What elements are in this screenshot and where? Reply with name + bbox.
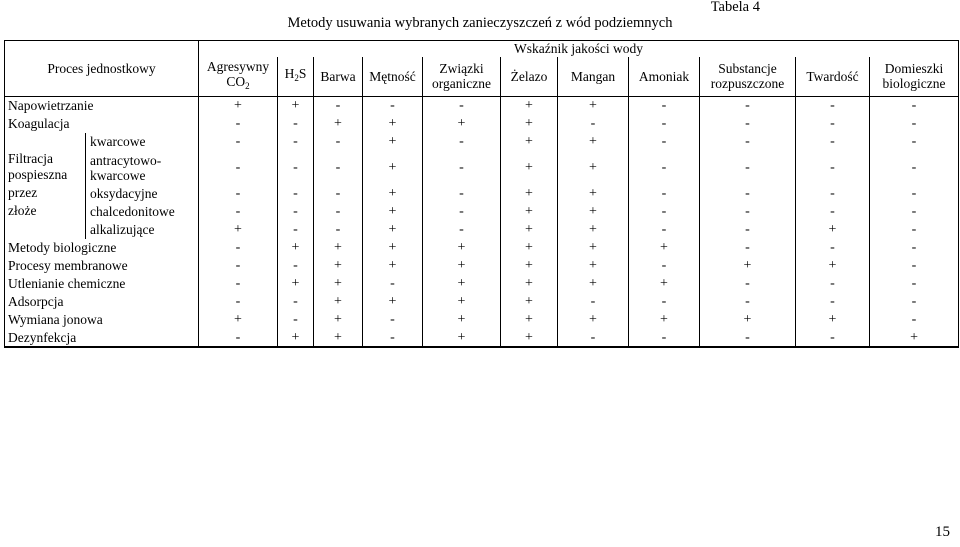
value-cell: - <box>870 311 959 329</box>
value-cell: + <box>501 329 558 347</box>
value-cell: - <box>870 275 959 293</box>
value-cell: - <box>278 203 314 221</box>
value-cell: + <box>700 257 796 275</box>
column-header: Mętność <box>363 57 423 97</box>
row-label: Metody biologiczne <box>5 239 199 257</box>
value-cell: + <box>278 329 314 347</box>
column-header: Barwa <box>314 57 363 97</box>
value-cell: + <box>558 257 629 275</box>
row-label: Utlenianie chemiczne <box>5 275 199 293</box>
value-cell: + <box>314 329 363 347</box>
value-cell: + <box>796 311 870 329</box>
value-cell: + <box>501 293 558 311</box>
filtration-group-label: Filtracja pospieszna przez złoże <box>5 133 86 239</box>
value-cell: - <box>199 239 278 257</box>
value-cell: + <box>629 239 700 257</box>
value-cell: + <box>700 311 796 329</box>
header-proces: Proces jednostkowy <box>5 41 199 97</box>
value-cell: - <box>629 185 700 203</box>
table-row <box>5 257 959 275</box>
value-cell: - <box>700 221 796 239</box>
value-cell: - <box>199 115 278 133</box>
value-cell: + <box>314 115 363 133</box>
value-cell: + <box>501 151 558 185</box>
table-row <box>5 329 959 347</box>
value-cell: - <box>199 203 278 221</box>
value-cell: - <box>796 185 870 203</box>
value-cell: - <box>314 203 363 221</box>
value-cell: + <box>423 311 501 329</box>
value-cell: + <box>501 97 558 115</box>
value-cell: + <box>501 311 558 329</box>
value-cell: - <box>558 329 629 347</box>
column-header: Amoniak <box>629 57 700 97</box>
row-label: kwarcowe <box>86 133 199 151</box>
value-cell: + <box>278 97 314 115</box>
value-cell: + <box>363 185 423 203</box>
table-row <box>5 203 959 221</box>
value-cell: - <box>423 221 501 239</box>
value-cell: - <box>278 133 314 151</box>
value-cell: + <box>796 257 870 275</box>
value-cell: - <box>629 257 700 275</box>
value-cell: - <box>199 185 278 203</box>
value-cell: - <box>278 151 314 185</box>
column-header: Żelazo <box>501 57 558 97</box>
value-cell: + <box>423 257 501 275</box>
value-cell: + <box>558 97 629 115</box>
value-cell: - <box>796 115 870 133</box>
column-header: Twardość <box>796 57 870 97</box>
value-cell: - <box>314 185 363 203</box>
value-cell: - <box>629 115 700 133</box>
value-cell: - <box>278 257 314 275</box>
value-cell: - <box>278 221 314 239</box>
value-cell: - <box>870 221 959 239</box>
value-cell: - <box>629 203 700 221</box>
value-cell: - <box>199 257 278 275</box>
value-cell: + <box>363 257 423 275</box>
table-row <box>5 133 959 151</box>
value-cell: + <box>363 115 423 133</box>
value-cell: - <box>629 97 700 115</box>
row-label: Dezynfekcja <box>5 329 199 347</box>
row-label: oksydacyjne <box>86 185 199 203</box>
value-cell: + <box>558 275 629 293</box>
column-header: Domieszki biologiczne <box>870 57 959 97</box>
value-cell: + <box>558 133 629 151</box>
value-cell: - <box>700 203 796 221</box>
value-cell: + <box>501 257 558 275</box>
value-cell: - <box>199 293 278 311</box>
value-cell: - <box>870 151 959 185</box>
value-cell: - <box>199 329 278 347</box>
value-cell: + <box>199 221 278 239</box>
value-cell: - <box>629 151 700 185</box>
value-cell: - <box>363 311 423 329</box>
value-cell: + <box>314 257 363 275</box>
value-cell: - <box>423 97 501 115</box>
value-cell: + <box>629 311 700 329</box>
value-cell: - <box>796 151 870 185</box>
table-row <box>5 185 959 203</box>
value-cell: + <box>501 221 558 239</box>
value-cell: - <box>700 133 796 151</box>
value-cell: - <box>629 133 700 151</box>
column-header: Mangan <box>558 57 629 97</box>
value-cell: - <box>278 311 314 329</box>
value-cell: - <box>314 97 363 115</box>
value-cell: + <box>558 239 629 257</box>
table-row <box>5 311 959 329</box>
table-row <box>5 221 959 239</box>
row-label: alkalizujące <box>86 221 199 239</box>
value-cell: + <box>501 185 558 203</box>
table-row <box>5 115 959 133</box>
value-cell: + <box>423 293 501 311</box>
value-cell: + <box>314 311 363 329</box>
value-cell: - <box>629 329 700 347</box>
value-cell: + <box>501 133 558 151</box>
row-label: Adsorpcja <box>5 293 199 311</box>
value-cell: + <box>501 203 558 221</box>
value-cell: - <box>796 239 870 257</box>
value-cell: - <box>199 133 278 151</box>
value-cell: + <box>363 133 423 151</box>
value-cell: + <box>558 203 629 221</box>
table-row <box>5 239 959 257</box>
column-header: Substancje rozpuszczone <box>700 57 796 97</box>
value-cell: - <box>870 115 959 133</box>
header-group: Wskaźnik jakości wody <box>199 41 959 57</box>
value-cell: - <box>700 275 796 293</box>
value-cell: - <box>796 97 870 115</box>
value-cell: - <box>314 133 363 151</box>
value-cell: - <box>796 329 870 347</box>
table-row <box>5 97 959 115</box>
value-cell: + <box>363 239 423 257</box>
row-label: Napowietrzanie <box>5 97 199 115</box>
value-cell: - <box>700 185 796 203</box>
value-cell: - <box>423 203 501 221</box>
value-cell: - <box>629 293 700 311</box>
row-label: Procesy membranowe <box>5 257 199 275</box>
column-header: Związki organiczne <box>423 57 501 97</box>
value-cell: - <box>423 185 501 203</box>
value-cell: - <box>700 115 796 133</box>
row-label: antracytowo- kwarcowe <box>86 151 199 185</box>
value-cell: - <box>423 133 501 151</box>
value-cell: + <box>796 221 870 239</box>
column-header: $H_2S$ <box>278 57 314 97</box>
value-cell: - <box>700 329 796 347</box>
value-cell: + <box>870 329 959 347</box>
value-cell: - <box>870 203 959 221</box>
value-cell: - <box>278 293 314 311</box>
table-label: Tabela 4 <box>710 0 760 15</box>
value-cell: + <box>314 239 363 257</box>
value-cell: + <box>558 311 629 329</box>
value-cell: - <box>870 133 959 151</box>
value-cell: - <box>314 221 363 239</box>
value-cell: + <box>199 97 278 115</box>
row-label: chalcedonitowe <box>86 203 199 221</box>
value-cell: - <box>558 293 629 311</box>
value-cell: - <box>796 203 870 221</box>
value-cell: - <box>870 97 959 115</box>
value-cell: - <box>870 293 959 311</box>
value-cell: + <box>199 311 278 329</box>
value-cell: - <box>796 275 870 293</box>
value-cell: - <box>700 97 796 115</box>
value-cell: - <box>870 185 959 203</box>
value-cell: + <box>558 221 629 239</box>
value-cell: - <box>700 151 796 185</box>
value-cell: - <box>558 115 629 133</box>
value-cell: - <box>278 115 314 133</box>
value-cell: + <box>363 203 423 221</box>
value-cell: + <box>501 239 558 257</box>
value-cell: - <box>629 221 700 239</box>
value-cell: - <box>363 329 423 347</box>
value-cell: - <box>278 185 314 203</box>
value-cell: + <box>363 151 423 185</box>
value-cell: + <box>558 185 629 203</box>
table-row <box>5 151 959 185</box>
value-cell: + <box>558 151 629 185</box>
page-number: 15 <box>935 524 950 540</box>
value-cell: - <box>870 257 959 275</box>
value-cell: + <box>423 115 501 133</box>
value-cell: + <box>314 275 363 293</box>
row-label: Wymiana jonowa <box>5 311 199 329</box>
value-cell: - <box>796 133 870 151</box>
value-cell: + <box>423 329 501 347</box>
value-cell: + <box>278 239 314 257</box>
pollutant-removal-table <box>4 40 959 348</box>
value-cell: - <box>199 275 278 293</box>
value-cell: - <box>870 239 959 257</box>
value-cell: + <box>501 275 558 293</box>
table-row <box>5 275 959 293</box>
value-cell: + <box>363 221 423 239</box>
value-cell: - <box>700 293 796 311</box>
value-cell: + <box>629 275 700 293</box>
value-cell: + <box>423 239 501 257</box>
row-label: Koagulacja <box>5 115 199 133</box>
page-title: Metody usuwania wybranych zanieczyszczeń z wód podziemnych <box>287 15 673 31</box>
value-cell: + <box>314 293 363 311</box>
value-cell: - <box>700 239 796 257</box>
table-row <box>5 293 959 311</box>
value-cell: - <box>363 275 423 293</box>
value-cell: + <box>501 115 558 133</box>
column-header: Agresywny $CO_2$ <box>199 57 278 97</box>
value-cell: - <box>199 151 278 185</box>
value-cell: + <box>423 275 501 293</box>
value-cell: + <box>278 275 314 293</box>
value-cell: - <box>796 293 870 311</box>
value-cell: + <box>363 293 423 311</box>
value-cell: - <box>423 151 501 185</box>
value-cell: - <box>363 97 423 115</box>
value-cell: - <box>314 151 363 185</box>
